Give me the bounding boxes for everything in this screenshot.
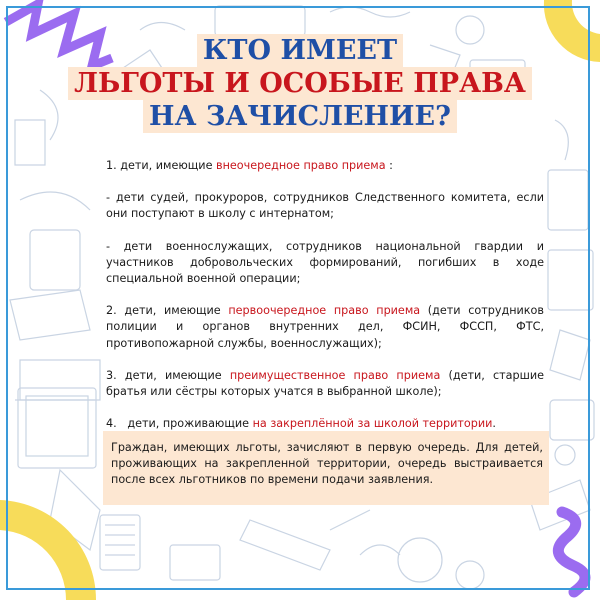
highlight-text: на закреплённой за школой территории	[252, 417, 493, 431]
title-line-3: НА ЗАЧИСЛЕНИЕ?	[143, 100, 457, 133]
list-item: 4. дети, проживающие на закреплённой за школой территории.	[106, 417, 496, 431]
highlight-text: первоочередное право приема	[228, 304, 421, 318]
highlight-text: внеочередное право приема	[216, 159, 386, 172]
title-line-2: ЛЬГОТЫ И ОСОБЫЕ ПРАВА	[68, 67, 532, 100]
page-title	[0, 34, 600, 133]
list-item: 3. дети, имеющие преимущественное право приема (дети, старшие братья или сёстры которых учатся в выбранной школе);	[106, 368, 544, 399]
title-line-1: КТО ИМЕЕТ	[197, 34, 403, 67]
list-item: 2. дети, имеющие первоочередное право приема (дети сотрудников полиции и органов внутренних дел, ФСИН, ФССП, ФТС, противопожарной службы, военнослужащих);	[106, 304, 544, 350]
privileges-list	[106, 158, 544, 448]
info-note: Граждан, имеющих льготы, зачисляют в первую очередь. Для детей, проживающих на закрепленной территории, очередь выстраивается после всех льготников по времени подачи заявления.	[103, 431, 549, 505]
list-item: - дети военнослужащих, сотрудников национальной гвардии и участников добровольческих формирований, погибших в ходе специальной военной операции;	[106, 239, 544, 286]
list-item: 1. дети, имеющие внеочередное право приема :	[106, 159, 393, 172]
list-item: - дети судей, прокуроров, сотрудников Следственного комитета, если они поступают в школу с интернатом;	[106, 191, 544, 221]
highlight-text: преимущественное право приема	[229, 368, 441, 382]
